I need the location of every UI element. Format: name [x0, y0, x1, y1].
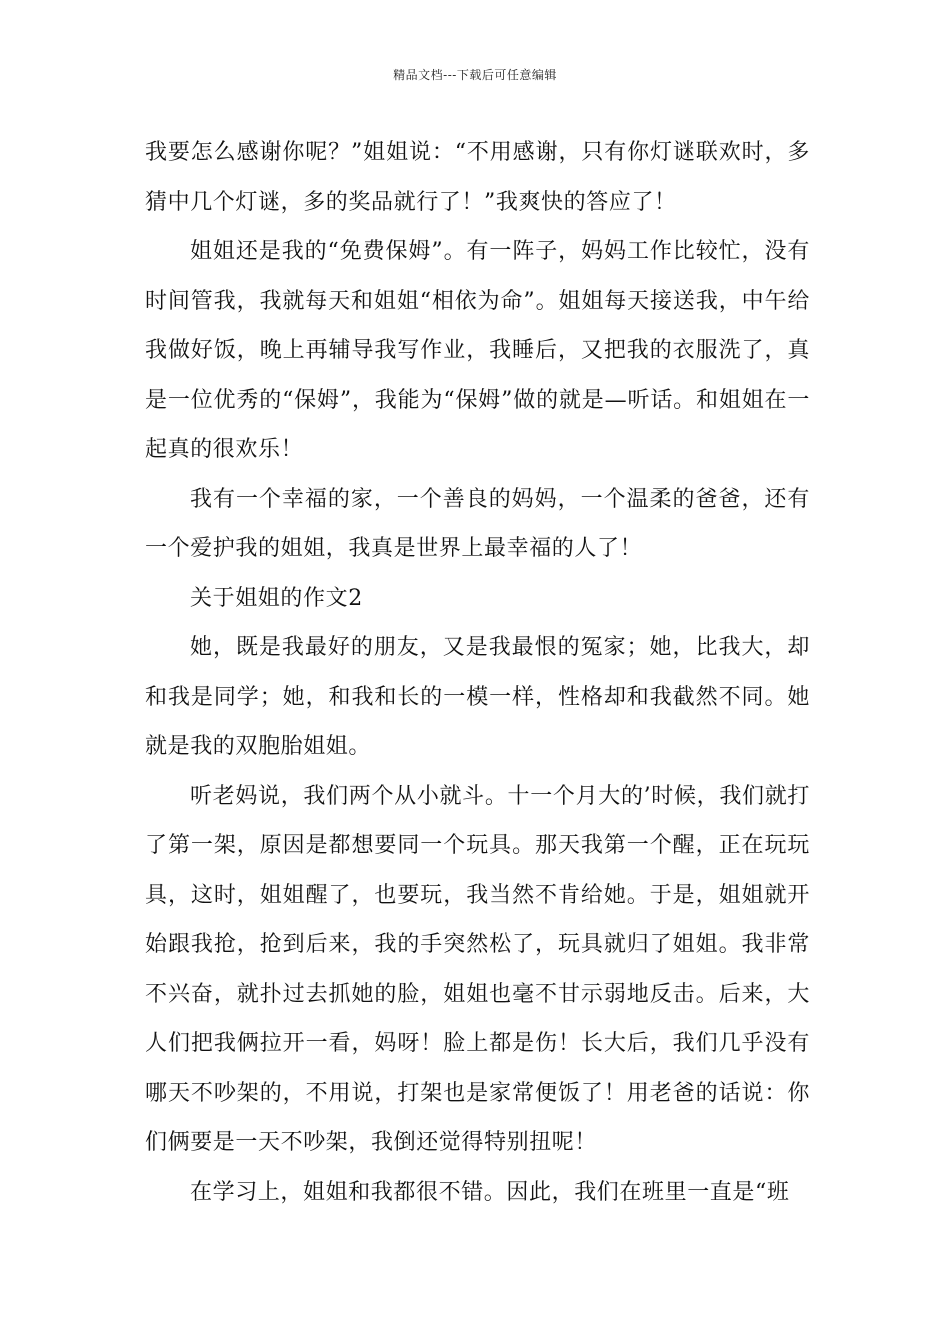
- document-body: [145, 128, 810, 1217]
- paragraph-continued: 我要怎么感谢你呢？”姐姐说：“不用感谢，只有你灯谜联欢时，多猜中几个灯谜，多的奖品就行了！”我爽快的答应了！: [145, 140, 810, 215]
- paragraph-twin-intro: 她，既是我最好的朋友，又是我最恨的冤家；她，比我大，却和我是同学；她，和我和长的一模一样，性格却和我截然不同。她就是我的双胞胎姐姐。: [145, 635, 810, 759]
- page-header: 精品文档---下载后可任意编辑: [393, 68, 557, 82]
- paragraph-fighting: 听老妈说，我们两个从小就斗。十一个月大的’时候，我们就打了第一架，原因是都想要同一个玩具。那天我第一个醒，正在玩玩具，这时，姐姐醒了，也要玩，我当然不肯给她。于是，姐姐就开始跟我抢，抢到后来，我的手突然松了，玩具就归了姐姐。我非常不兴奋，就扑过去抓她的脸，姐姐也毫不甘示弱地反击。后来，大人们把我俩拉开一看，妈呀！脸上都是伤！长大后，我们几乎没有哪天不吵架的，不用说，打架也是家常便饭了！用老爸的话说：你们俩要是一天不吵架，我倒还觉得特别扭呢！: [145, 783, 810, 1155]
- paragraph-happy-family: 我有一个幸福的家，一个善良的妈妈，一个温柔的爸爸，还有一个爱护我的姐姐，我真是世界上最幸福的人了！: [145, 486, 810, 561]
- paragraph-babysitter: 姐姐还是我的“免费保姆”。有一阵子，妈妈工作比较忙，没有时间管我，我就每天和姐姐“相依为命”。姐姐每天接送我，中午给我做好饭，晚上再辅导我写作业，我睡后，又把我的衣服洗了，真是一位优秀的“保姆”，我能为“保姆”做的就是—听话。和姐姐在一起真的很欢乐！: [145, 239, 810, 462]
- paragraph-study: 在学习上，姐姐和我都很不错。因此，我们在班里一直是“班: [190, 1179, 790, 1205]
- essay-title: 关于姐姐的作文2: [190, 585, 363, 611]
